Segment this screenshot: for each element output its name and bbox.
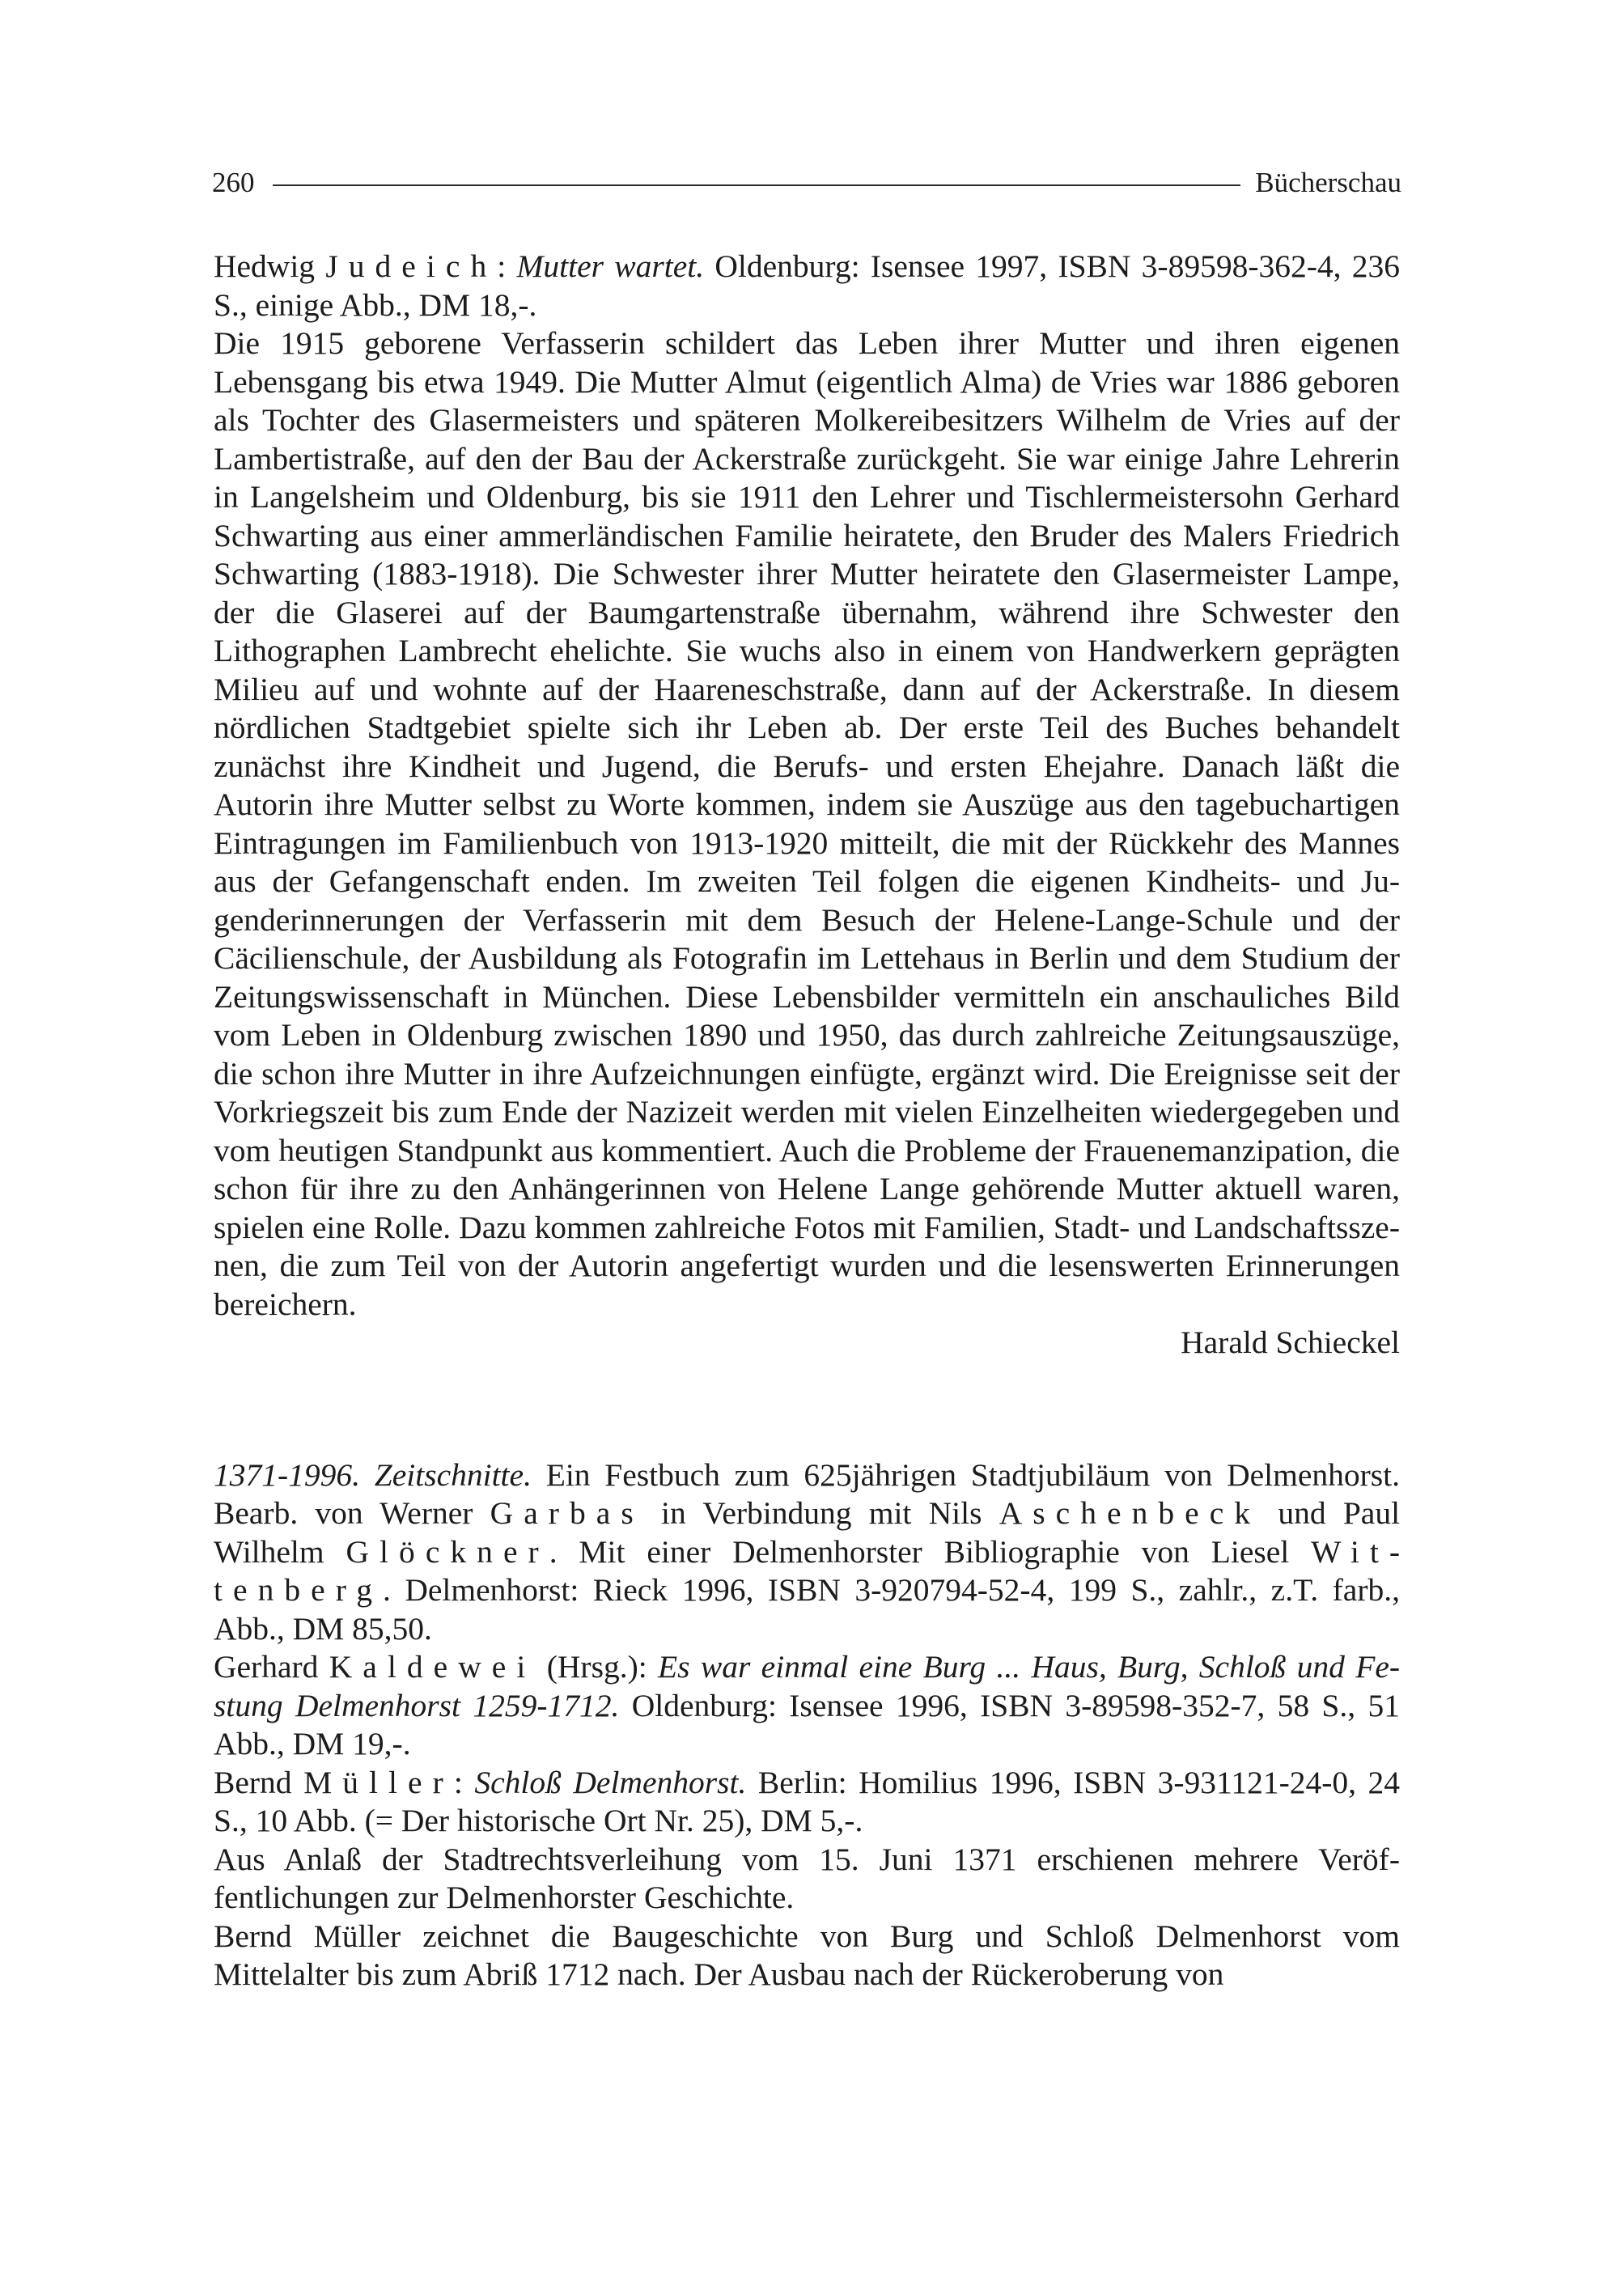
citation-text: Ein Festbuch zum 625jährigen Stadtjubiläum von Delmenhorst. Bearb. von Werner [214, 1456, 1401, 1531]
author-first-name: Hedwig [214, 248, 316, 284]
section-gap [214, 1363, 1400, 1456]
book-title: Schloß Delmenhorst. [474, 1764, 747, 1800]
author-last-name: Kaldewei [329, 1649, 536, 1685]
section-title: Bücherschau [1255, 167, 1401, 198]
book-title: Es war einmal eine Burg ... Haus, Burg, Schloß und Festung Delmenhorst 1259-1712. [214, 1649, 1401, 1723]
citation-colon: : [453, 1764, 463, 1800]
author-last-name: Müller [303, 1764, 454, 1800]
bibliographer-name: Wittenberg [214, 1533, 1400, 1608]
review1-body: Die 1915 geborene Verfasserin schildert das Leben ihrer Mutter und ihren eigenen Lebensgang bis etwa 1949. Die Mutter Almut (eigentlich Alma) de Vries war 1886 geboren als Tochter des Glasermeisters und späteren Molkereibesitzers Wilhelm de Vries auf der Lambertistraße, auf den der Bau der Ackerstraße zurückgeht. Sie war einige Jahre Lehrerin in Langelsheim und Oldenburg, bis sie 1911 den Lehrer und Tischlermeistersohn Gerhard Schwarting aus einer ammerländischen Familie heiratete, den Bruder des Malers Friedrich Schwarting (1883-1918). Die Schwester ihrer Mutter heiratete den Glasermeister Lampe, der die Glaserei auf der Baumgartenstraße übernahm, während ihre Schwester den Lithographen Lambrecht ehelichte. Sie wuchs also in einem von Handwerkern geprägten Milieu auf und wohnte auf der Haareneschstraße, dann auf der Ackerstraße. In diesem nördlichen Stadtgebiet spielte sich ihr Leben ab. Der erste Teil des Buches behandelt zunächst ihre Kindheit und Jugend, die Berufs- und ersten Ehejahre. Danach läßt die Autorin ihre Mutter selbst zu Worte kommen, indem sie Auszüge aus den tagebuchartigen Eintragungen im Familienbuch von 1913-1920 mitteilt, die mit der Rückkehr des Mannes aus der Gefangenschaft enden. Im zweiten Teil folgen die eigenen Kindheits- und Jugenderinnerungen der Verfasserin mit dem Besuch der Helene-Lange-Schule und der Cäcilienschule, der Ausbildung als Fotografin im Lettehaus in Berlin und dem Studium der Zeitungswissenschaft in München. Diese Lebensbilder vermitteln ein anschauliches Bild vom Leben in Oldenburg zwischen 1890 und 1950, das durch zahlreiche Zeitungsauszüge, die schon ihre Mutter in ihre Aufzeichnungen einfügte, ergänzt wird. Die Ereignisse seit der Vorkriegszeit bis zum Ende der Nazizeit werden mit vielen Einzelheiten wiedergegeben und vom heutigen Standpunkt aus kommentiert. Auch die Probleme der Frauenemanzipation, die schon für ihre zu den Anhängerinnen von Helene Lange gehörende Mutter aktuell waren, spielen eine Rolle. Dazu kommen zahlreiche Fotos mit Familien, Stadt- und Landschaftsszenen, die zum Teil von der Autorin angefertigt wurden und die lesenswerten Erinnerungen bereichern. [214, 325, 1400, 1322]
author-first-name: Bernd [214, 1764, 292, 1800]
review1-citation [214, 248, 1400, 324]
editor-name: Garbas [490, 1495, 644, 1531]
book-imprint: Oldenburg: Isensee 1997, ISBN 3-89598-362-4, 236 S., einige Abb., DM 18,-. [214, 248, 1401, 323]
book-title: 1371-1996. Zeitschnitte. [214, 1456, 532, 1493]
author-first-name: Gerhard [214, 1649, 319, 1685]
citation-text: . Delmenhorst: Rieck 1996, ISBN 3-920794-52-4, 199 S., zahlr., z.T. farb., Abb., DM 85,50. [214, 1572, 1400, 1647]
review2-citation-2 [214, 1648, 1400, 1764]
book-imprint: Oldenburg: Isensee 1996, ISBN 3-89598-352-7, 58 S., 51 Abb., DM 19,-. [214, 1687, 1400, 1761]
citation-text: . Mit einer Delmenhorster Bibliographie von Liesel [549, 1533, 1290, 1570]
review2-citation-1 [214, 1456, 1400, 1649]
citation-text: und Paul Wilhelm [214, 1495, 1401, 1570]
reviewer-signature: Harald Schieckel [1181, 1325, 1400, 1360]
editor-name: Glöckner [346, 1533, 549, 1570]
text-block [214, 248, 1400, 1994]
review2-paragraph-1: Aus Anlaß der Stadtrechtsverleihung vom 15. Juni 1371 erschienen mehrere Veröffentlichungen zur Delmenhorster Geschichte. [214, 1841, 1400, 1915]
citation-text: in Verbindung mit Nils [660, 1495, 982, 1531]
author-last-name: Judeich [325, 248, 498, 284]
book-title: Mutter wartet. [516, 248, 705, 284]
editor-name: Aschenbeck [999, 1495, 1261, 1531]
review2-paragraph-2: Bernd Müller zeichnet die Baugeschichte von Burg und Schloß Delmenhorst vom Mittelalter bis zum Abriß 1712 nach. Der Ausbau nach der Rückeroberung von [214, 1918, 1400, 1992]
page-number: 260 [212, 167, 255, 198]
review2-citation-3 [214, 1764, 1400, 1841]
citation-colon: : [497, 248, 507, 284]
book-imprint: Berlin: Homilius 1996, ISBN 3-931121-24-0, 24 S., 10 Abb. (= Der historische Ort Nr. 25), DM 5,-. [214, 1764, 1401, 1838]
running-header [212, 159, 1401, 207]
header-rule [273, 184, 1241, 186]
editor-note: (Hrsg.): [546, 1649, 647, 1685]
